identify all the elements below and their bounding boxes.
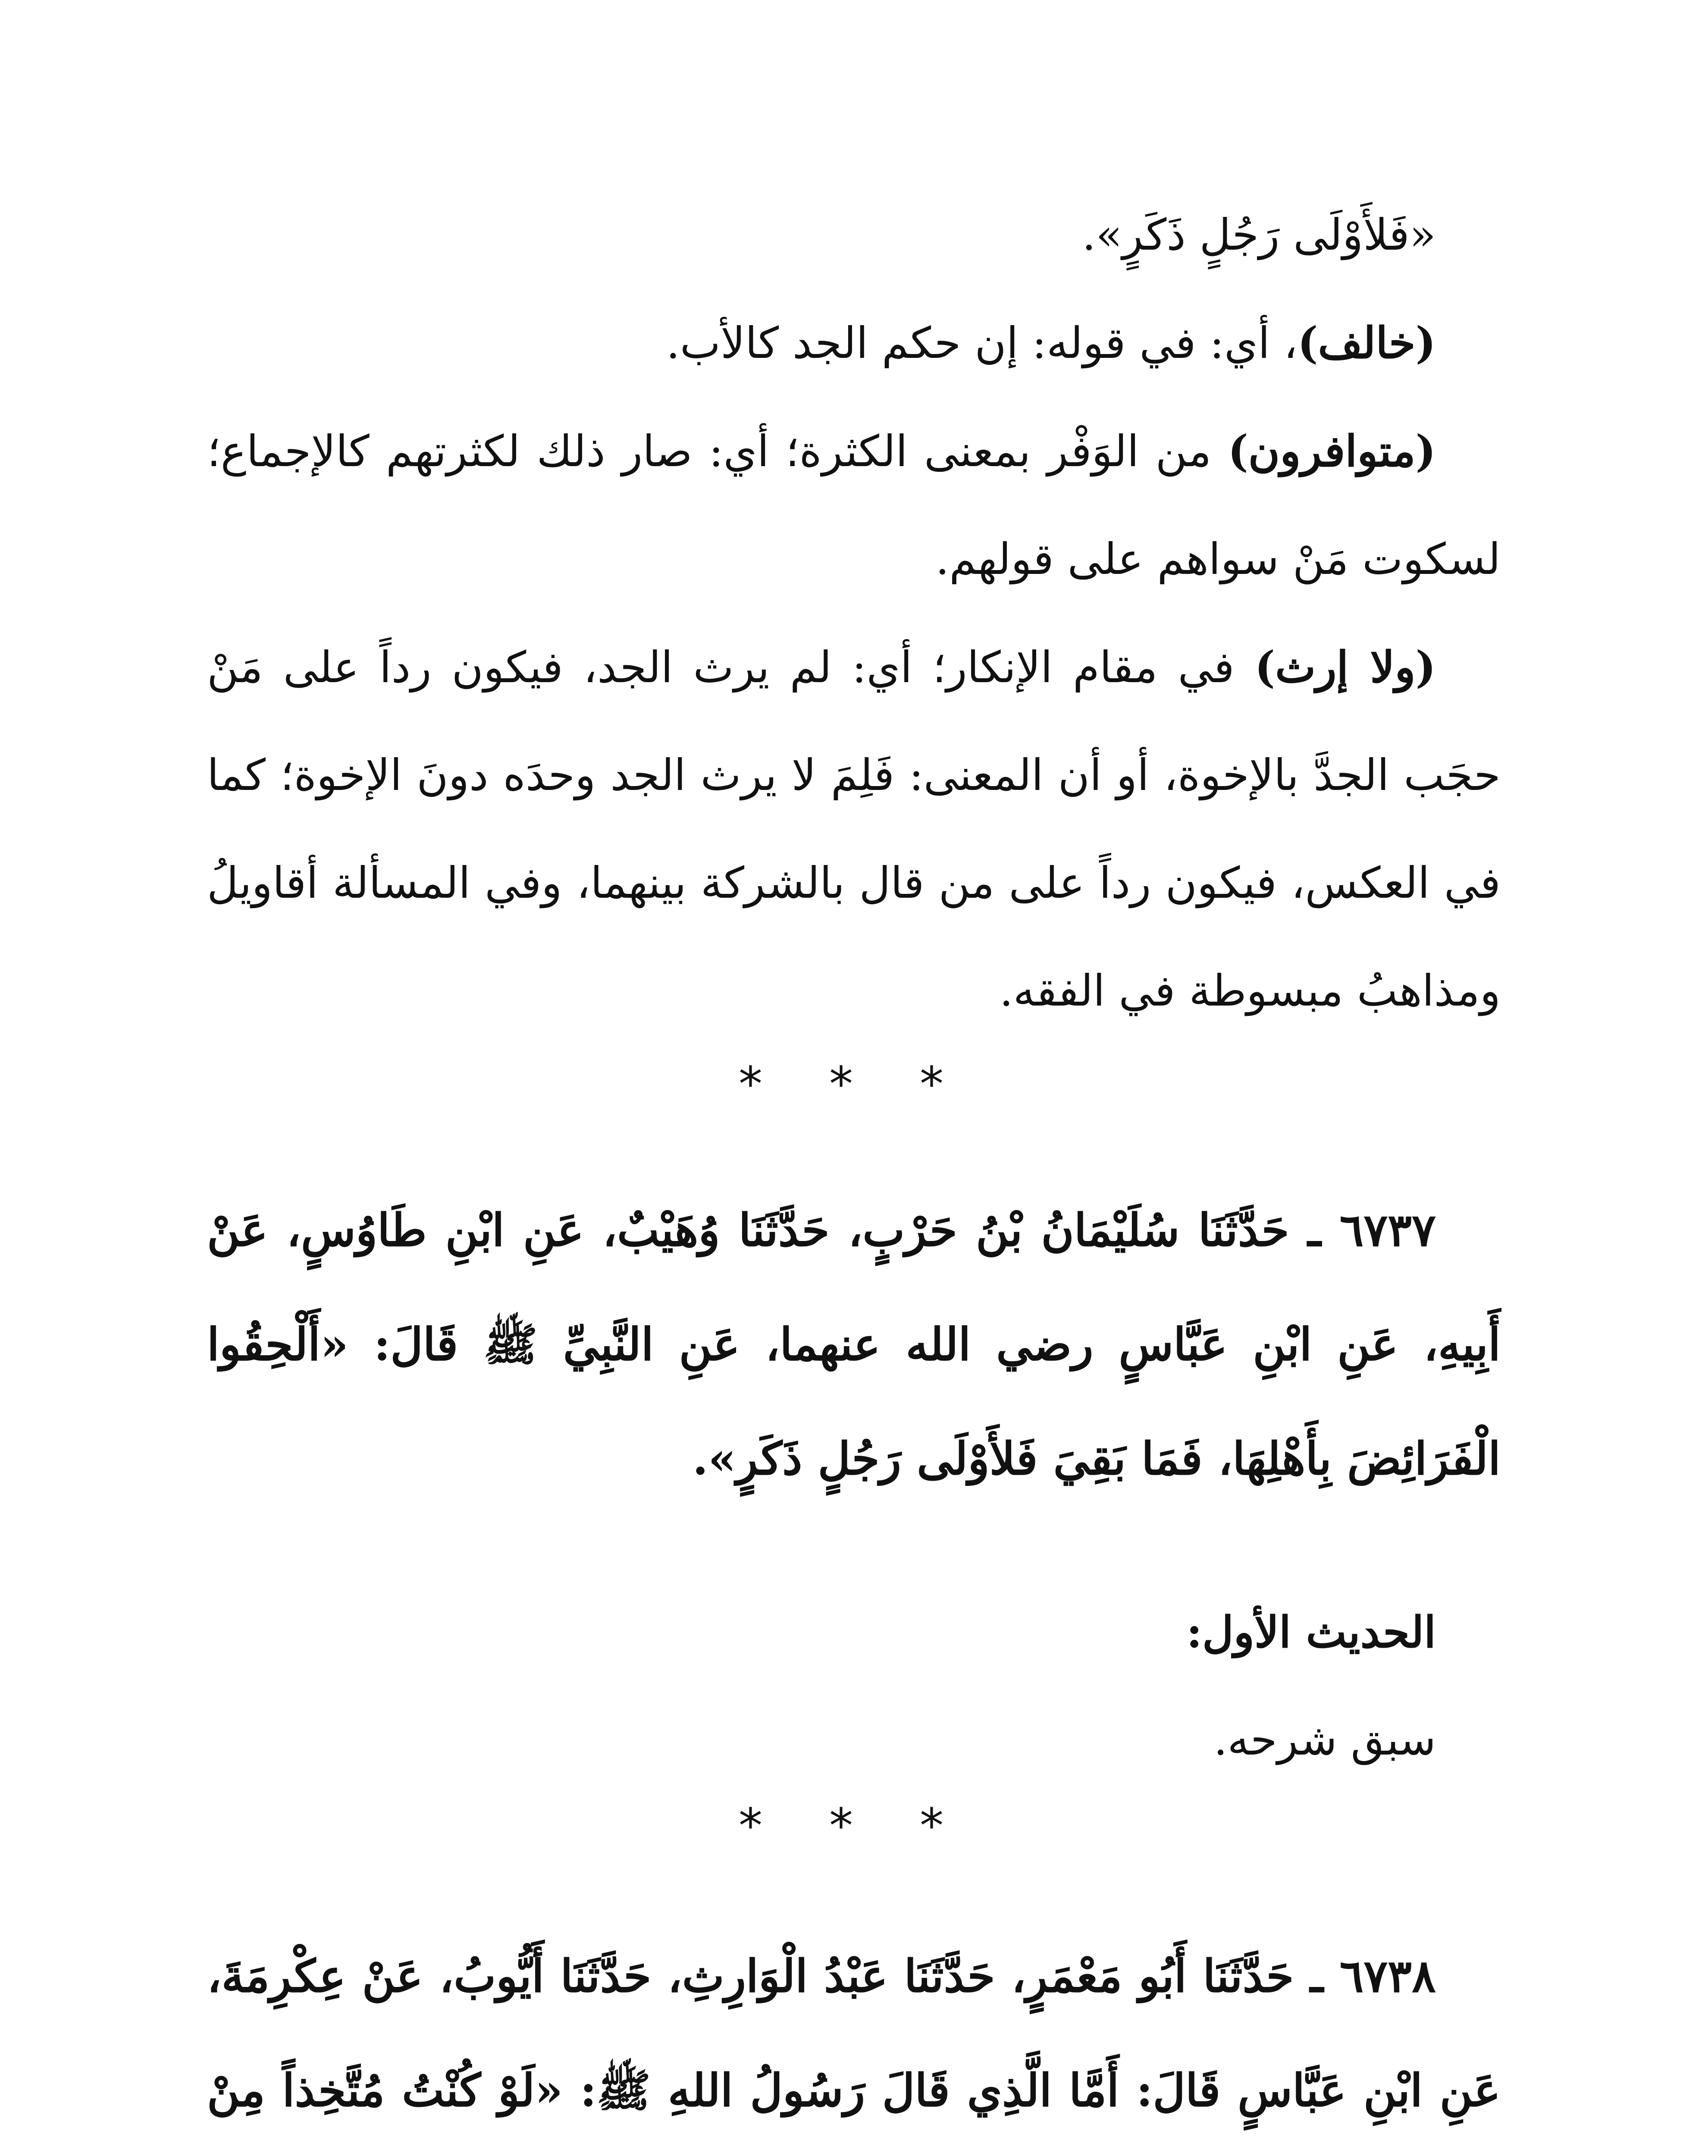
commentary-heading: الحديث الأول: — [1186, 1607, 1436, 1658]
term-khalif: (خالف) — [1297, 317, 1436, 368]
paragraph-mutawafirun — [207, 397, 1501, 613]
hadith-6738: ٦٧٣٨ ـ حَدَّثَنَا أَبُو مَعْمَرٍ، حَدَّثَنَا عَبْدُ الْوَارِثِ، حَدَّثَنَا أَيُّوبُ، عَنْ عِكْرِمَةَ، عَنِ ابْنِ عَبَّاسٍ قَالَ: أَمَّا الَّذِي قَالَ رَسُولُ اللهِ ﷺ: «لَوْ كُنْتُ مُتَّخِذاً مِنْ — [207, 1949, 1501, 2117]
term-mutawafirun: (متوافرون) — [1228, 426, 1436, 476]
hadith-6737: ٦٧٣٧ ـ حَدَّثَنَا سُلَيْمَانُ بْنُ حَرْبٍ، حَدَّثَنَا وُهَيْبٌ، عَنِ ابْنِ طَاوُسٍ، عَنْ أَبِيهِ، عَنِ ابْنِ عَبَّاسٍ رضي الله عنهما، عَنِ النَّبِيِّ ﷺ قَالَ: «أَلْحِقُوا الْفَرَائِضَ بِأَهْلِهَا، فَمَا بَقِيَ فَلأَوْلَى رَجُلٍ ذَكَرٍ». — [207, 1203, 1501, 1485]
paragraph-wala-irth-text: في مقام الإنكار؛ أي: لم يرث الجد، فيكون رداً على مَنْ حجَب الجدَّ بالإخوة، أو أن المعنى: فَلِمَ لا يرث الجد وحدَه دونَ الإخوة؛ كما في العكس، فيكون رداً على من قال بالشركة بينهما، وفي المسألة أقاويلُ ومذاهبُ مبسوطة في الفقه. — [207, 642, 1501, 1016]
paragraph-khalif — [207, 289, 1501, 397]
term-wala-irth: (ولا إرث) — [1254, 642, 1436, 693]
commentary-first-hadith — [207, 1578, 1501, 1794]
commentary-section — [207, 181, 1501, 1045]
section-separator: * * * — [739, 1056, 969, 1112]
commentary-text: سبق شرحه. — [1213, 1714, 1436, 1765]
quote-text: «فَلأَوْلَى رَجُلٍ ذَكَرٍ». — [1082, 210, 1436, 260]
paragraph-khalif-text: ، أي: في قوله: إن حكم الجد كالأب. — [666, 318, 1298, 368]
section-separator: * * * — [739, 1798, 969, 1853]
quote-line — [207, 181, 1501, 289]
paragraph-wala-irth — [207, 613, 1501, 1045]
hadith-6737-block — [207, 1173, 1501, 1516]
paragraph-mutawafirun-text: من الوَفْر بمعنى الكثرة؛ أي: صار ذلك لكثرتهم كالإجماع؛ لسكوت مَنْ سواهم على قولهم. — [207, 426, 1501, 584]
hadith-6738-block — [207, 1919, 1501, 2156]
